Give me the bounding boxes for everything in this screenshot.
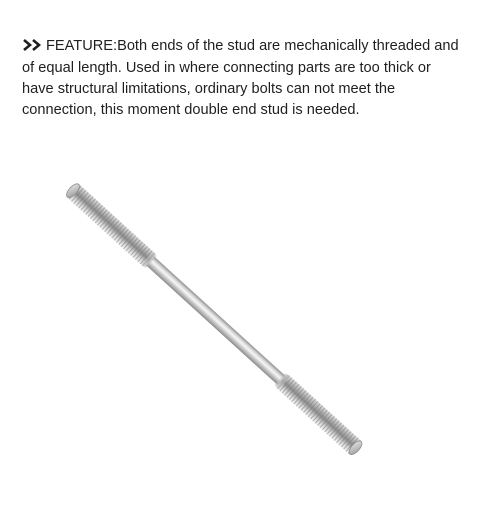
feature-description (22, 36, 482, 121)
feature-text-line-2: of equal length. Used in where connecting parts are too thick or (22, 60, 431, 76)
stud-thread-top (67, 184, 156, 267)
feature-text-line-1: FEATURE:Both ends of the stud are mechanically threaded and (46, 38, 459, 54)
product-image (0, 160, 500, 500)
stud-thread-bottom (275, 374, 361, 455)
feature-text-line-4: connection, this moment double end stud is needed. (22, 102, 360, 118)
threaded-stud-illustration (0, 160, 500, 500)
stud-shank (146, 256, 286, 385)
double-chevron-right-icon (22, 37, 44, 58)
feature-text-line-3: have structural limitations, ordinary bolts can not meet the (22, 81, 396, 97)
feature-line-1 (22, 36, 482, 58)
